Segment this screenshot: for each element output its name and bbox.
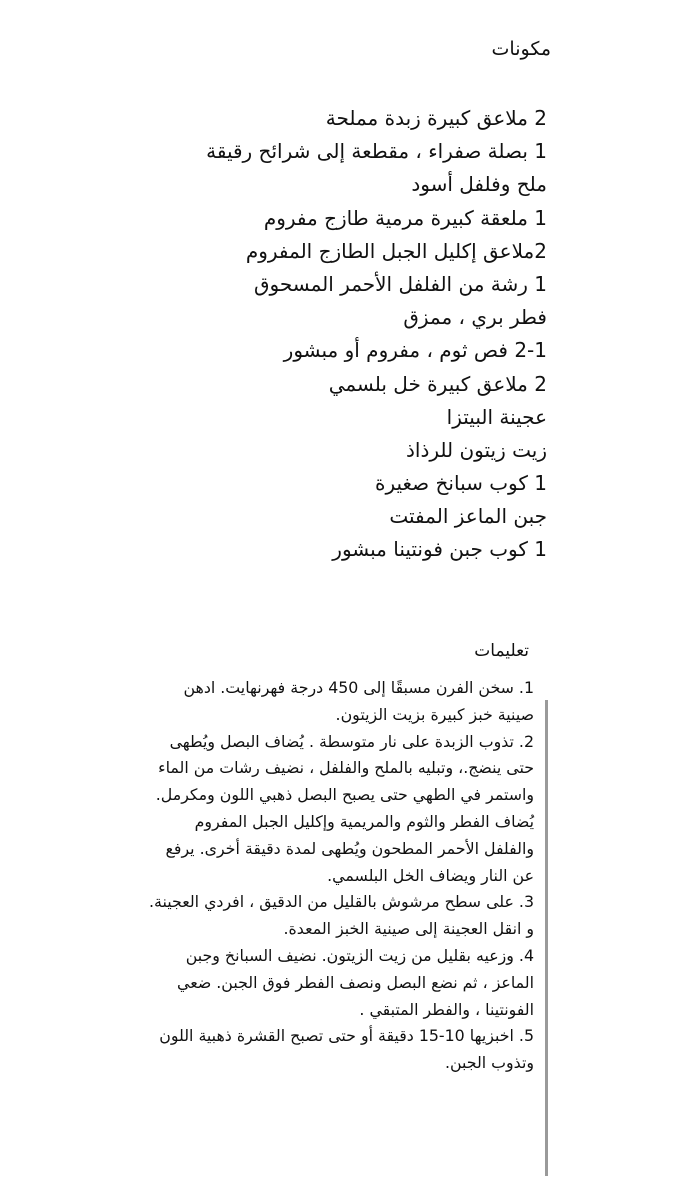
ingredient-item: 1 رشة من الفلفل الأحمر المسحوق xyxy=(254,271,547,296)
ingredient-item: 1 ملعقة كبيرة مرمية طازج مفروم xyxy=(263,205,547,230)
ingredient-item: 1 كوب جبن فونتينا مبشور xyxy=(332,537,547,562)
ingredients-list xyxy=(206,102,547,567)
instruction-step: 3. على سطح مرشوش بالقليل من الدقيق ، افردي العجينة. و انقل العجينة إلى صينية الخبز المعدة. xyxy=(149,892,534,939)
ingredient-item: 2 ملاعق كبيرة زبدة مملحة xyxy=(325,106,547,130)
ingredient-item: 2-1 فص ثوم ، مفروم أو مبشور xyxy=(283,338,547,363)
instruction-step: 5. اخبزيها 10-15 دقيقة أو حتى تصبح القشرة ذهبية اللون وتذوب الجبن. xyxy=(159,1026,534,1073)
instruction-step: 4. وزعيه بقليل من زيت الزيتون. نضيف السبانخ وجبن الماعز ، ثم نضع البصل ونصف الفطر فوق الجبن. ضعي الفونتينا ، والفطر المتبقي . xyxy=(177,945,534,1019)
ingredient-item: 2 ملاعق كبيرة خل بلسمي xyxy=(328,371,547,396)
ingredient-item: فطر بري ، ممزق xyxy=(403,305,547,330)
quote-bar xyxy=(545,700,548,1176)
ingredient-item: 1 كوب سبانخ صغيرة xyxy=(374,471,547,496)
ingredients-title: مكونات xyxy=(491,38,551,60)
ingredient-item: جبن الماعز المفتت xyxy=(389,504,547,529)
ingredient-item: عجينة البيتزا xyxy=(446,404,547,429)
ingredient-item: زيت زيتون للرذاذ xyxy=(406,437,547,462)
instruction-step: 1. سخن الفرن مسبقًا إلى 450 درجة فهرنهايت. ادهن صينية خبز كبيرة بزيت الزيتون. xyxy=(183,678,534,724)
ingredient-item: ملح وفلفل أسود xyxy=(411,172,547,197)
instruction-step: 2. تذوب الزبدة على نار متوسطة . يُضاف البصل ويُطهى حتى ينضج.، وتبليه بالملح والفلفل ، نضيف رشات من الماء واستمر في الطهي حتى يصبح البصل ذهبي اللون ومكرمل. يُضاف الفطر والثوم والمريمية وإكليل الجبل المفروم والفلفل الأحمر المطحون ويُطهى لمدة دقيقة أخرى. يرفع عن النار ويضاف الخل البلسمي. xyxy=(155,731,534,885)
ingredient-item: 1 بصلة صفراء ، مقطعة إلى شرائح رقيقة xyxy=(206,139,547,164)
instructions-list xyxy=(144,675,534,1077)
instructions-title: تعليمات xyxy=(474,641,529,661)
ingredient-item: 2ملاعق إكليل الجبل الطازج المفروم xyxy=(245,238,547,263)
